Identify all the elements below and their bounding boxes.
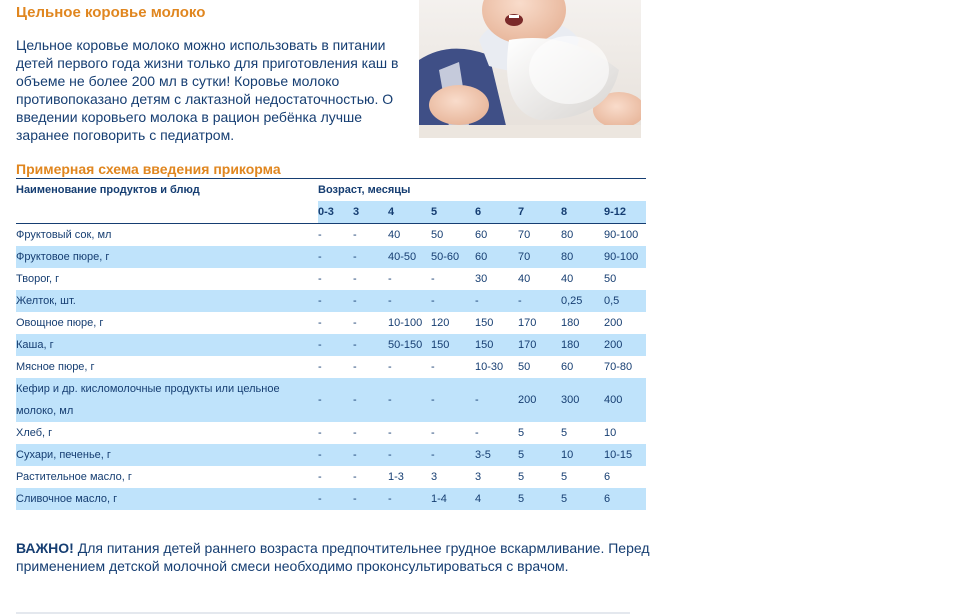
value-cell: 120 — [431, 317, 450, 329]
value-cell: - — [318, 427, 322, 439]
age-header-cell: 9-12 — [604, 201, 646, 224]
value-cell: - — [353, 334, 388, 356]
table-row — [16, 356, 646, 378]
value-cell: - — [318, 378, 353, 422]
value-cell: 30 — [475, 273, 488, 285]
value-cell: - — [388, 444, 431, 466]
value-cell: 150 — [431, 334, 475, 356]
value-cell: - — [518, 290, 561, 312]
value-cell: - — [353, 317, 357, 329]
age-header-cell: 8 — [561, 201, 604, 224]
value-cell: 60 — [561, 361, 574, 373]
important-label: ВАЖНО! — [16, 540, 74, 556]
value-cell: 1-3 — [388, 471, 404, 483]
value-cell: - — [353, 471, 357, 483]
important-text: Для питания детей раннего возраста предпочтительнее грудное вскармливание. Перед применением детской молочной смеси необходимо проконсультироваться с врачом. — [16, 540, 650, 574]
value-cell: - — [431, 378, 475, 422]
value-cell: - — [388, 488, 431, 510]
value-cell: 10-30 — [475, 361, 504, 373]
age-header-cell: 3 — [353, 201, 388, 224]
value-cell: 170 — [518, 334, 561, 356]
column-header-product: Наименование продуктов и блюд — [16, 179, 318, 224]
value-cell: 60 — [475, 229, 488, 241]
value-cell: - — [353, 246, 388, 268]
product-name-cell: Овощное пюре, г — [16, 317, 104, 329]
value-cell: 50-60 — [431, 246, 475, 268]
product-name-cell: Фруктовое пюре, г — [16, 246, 318, 268]
value-cell: 10 — [604, 427, 617, 439]
value-cell: 5 — [518, 444, 561, 466]
scheme-title: Примерная схема введения прикорма — [16, 161, 281, 177]
value-cell: 70 — [518, 229, 531, 241]
value-cell: 5 — [561, 471, 568, 483]
value-cell: - — [431, 427, 435, 439]
table-row — [16, 466, 646, 488]
value-cell: 10-100 — [388, 317, 423, 329]
value-cell: 5 — [518, 427, 525, 439]
value-cell: - — [353, 290, 388, 312]
value-cell: 300 — [561, 378, 604, 422]
age-header-cell: 6 — [475, 201, 518, 224]
value-cell: 60 — [475, 246, 518, 268]
value-cell: - — [353, 427, 357, 439]
value-cell: - — [353, 273, 357, 285]
table-row — [16, 268, 646, 290]
value-cell: 50-150 — [388, 334, 431, 356]
value-cell: - — [388, 290, 431, 312]
value-cell: 6 — [604, 471, 611, 483]
product-name-cell: Сухари, печенье, г — [16, 444, 318, 466]
table-row — [16, 224, 646, 247]
value-cell: 50 — [518, 361, 531, 373]
value-cell: - — [318, 229, 322, 241]
value-cell: - — [431, 290, 475, 312]
value-cell: 400 — [604, 378, 646, 422]
value-cell: 150 — [475, 334, 518, 356]
table-body — [16, 224, 646, 511]
product-name-cell: Растительное масло, г — [16, 471, 132, 483]
value-cell: 150 — [475, 317, 494, 329]
table-row — [16, 334, 646, 356]
value-cell: - — [475, 427, 479, 439]
product-name-cell: Фруктовый сок, мл — [16, 229, 112, 241]
age-header-cell: 0-3 — [318, 201, 353, 224]
table-row — [16, 488, 646, 510]
product-name-cell: Хлеб, г — [16, 427, 53, 439]
product-name-cell: Желток, шт. — [16, 290, 318, 312]
value-cell: - — [318, 471, 322, 483]
table-row — [16, 246, 646, 268]
value-cell: 200 — [604, 317, 623, 329]
important-notice — [16, 539, 656, 575]
value-cell: 5 — [518, 488, 561, 510]
value-cell: 200 — [604, 334, 646, 356]
table-row — [16, 378, 646, 422]
value-cell: - — [318, 290, 353, 312]
baby-photo — [419, 0, 641, 138]
value-cell: 40 — [561, 273, 574, 285]
milk-text: Цельное коровье молоко можно использовать в питании детей первого года жизни только для приготовления каш в объеме не более 200 мл в сутки! Коровье молоко противопоказано детям с лактазной недостаточностью. О введении коровьего молока в рацион ребёнка лучше заранее поговорить с педиатром. — [16, 37, 399, 143]
value-cell: - — [318, 444, 353, 466]
value-cell: - — [318, 334, 353, 356]
value-cell: - — [431, 361, 435, 373]
value-cell: 0,5 — [604, 290, 646, 312]
value-cell: 90-100 — [604, 246, 646, 268]
value-cell: 50 — [431, 229, 444, 241]
value-cell: 5 — [518, 471, 525, 483]
value-cell: - — [388, 273, 392, 285]
value-cell: - — [353, 378, 388, 422]
baby-with-bowl-image — [419, 0, 641, 138]
feeding-table — [16, 179, 646, 510]
table-row — [16, 290, 646, 312]
value-cell: 3 — [431, 471, 438, 483]
value-cell: - — [431, 444, 475, 466]
value-cell: - — [353, 444, 388, 466]
value-cell: 4 — [475, 488, 518, 510]
value-cell: 3 — [475, 471, 482, 483]
value-cell: - — [318, 273, 322, 285]
value-cell: 10 — [561, 444, 604, 466]
product-name-cell: Сливочное масло, г — [16, 488, 318, 510]
value-cell: - — [353, 229, 357, 241]
value-cell: 180 — [561, 334, 604, 356]
age-header-cell: 4 — [388, 201, 431, 224]
value-cell: 200 — [518, 378, 561, 422]
value-cell: 5 — [561, 488, 604, 510]
product-name-cell: Кефир и др. кисломолочные продукты или цельное молоко, мл — [16, 378, 318, 422]
age-header-cell: 5 — [431, 201, 475, 224]
value-cell: 10-15 — [604, 444, 646, 466]
value-cell: 0,25 — [561, 290, 604, 312]
value-cell: - — [353, 361, 357, 373]
value-cell: - — [318, 361, 322, 373]
value-cell: 170 — [518, 317, 537, 329]
value-cell: - — [475, 378, 518, 422]
value-cell: 1-4 — [431, 488, 475, 510]
value-cell: 80 — [561, 246, 604, 268]
value-cell: 5 — [561, 427, 568, 439]
value-cell: 3-5 — [475, 444, 518, 466]
value-cell: 40 — [518, 273, 531, 285]
value-cell: 90-100 — [604, 229, 639, 241]
value-cell: 70-80 — [604, 361, 633, 373]
value-cell: - — [318, 488, 353, 510]
value-cell: - — [475, 290, 518, 312]
age-header-cell: 7 — [518, 201, 561, 224]
value-cell: - — [318, 317, 322, 329]
value-cell: - — [388, 361, 392, 373]
value-cell: 40 — [388, 229, 401, 241]
value-cell: - — [388, 427, 392, 439]
table-row — [16, 444, 646, 466]
column-header-age: Возраст, месяцы — [318, 184, 411, 196]
value-cell: 6 — [604, 488, 646, 510]
value-cell: - — [318, 246, 353, 268]
value-cell: - — [431, 273, 435, 285]
milk-title: Цельное коровье молоко — [16, 4, 206, 21]
value-cell: 80 — [561, 229, 574, 241]
value-cell: 70 — [518, 246, 561, 268]
table-row — [16, 422, 646, 444]
product-name-cell: Мясное пюре, г — [16, 361, 95, 373]
value-cell: - — [353, 488, 388, 510]
value-cell: - — [388, 378, 431, 422]
footer-divider — [16, 612, 630, 614]
table-row — [16, 312, 646, 334]
value-cell: 50 — [604, 273, 617, 285]
value-cell: 40-50 — [388, 246, 431, 268]
product-name-cell: Каша, г — [16, 334, 318, 356]
product-name-cell: Творог, г — [16, 273, 60, 285]
value-cell: 180 — [561, 317, 580, 329]
